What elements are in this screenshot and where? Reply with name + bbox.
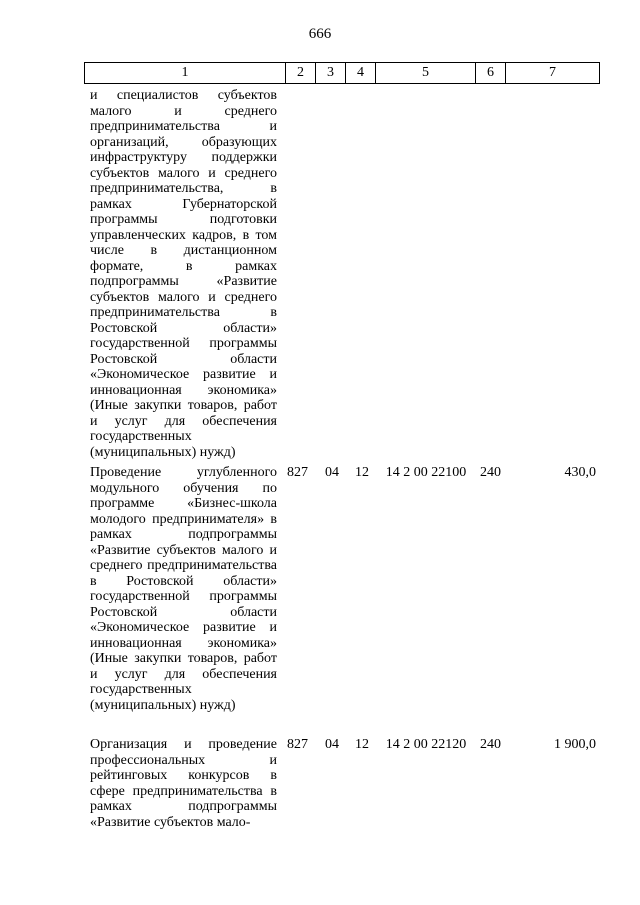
cell-col-7: 1 900,0 (554, 737, 596, 752)
cell-col-5: 14 2 00 22120 (385, 737, 467, 752)
table-header (84, 62, 600, 84)
column-header-3: 3 (315, 63, 345, 83)
page-number: 666 (308, 26, 332, 42)
cell-col-2: 827 (287, 465, 308, 480)
column-header-6: 6 (475, 63, 505, 83)
table-row-description: и специалистов субъектов малого и среднего предпринимательства и организаций, образующих инфраструктуру поддержки субъектов малого и среднего предпринимательства, в рамках Губернаторской программы подготовки управленческих кадров, в том числе в дистанционном формате, в рамках подпрограммы «Развитие субъектов малого и среднего предпринимательства в Ростовской области» государственной программы Ростовской области «Экономическое развитие и инновационная экономика» (Иные закупки товаров, работ и услуг для обеспечения государственных (муниципальных) нужд) (90, 88, 277, 460)
column-header-2: 2 (285, 63, 315, 83)
column-header-5: 5 (375, 63, 475, 83)
table-row-description: Проведение углубленного модульного обучения по программе «Бизнес-школа молодого предпринимателя» в рамках подпрограммы «Развитие субъектов малого и среднего предпринимательства в Ростовской области» государственной программы Ростовской области «Экономическое развитие и инновационная экономика» (Иные закупки товаров, работ и услуг для обеспечения государственных (муниципальных) нужд) (90, 465, 277, 713)
cell-col-3: 04 (325, 737, 339, 752)
cell-col-4: 12 (355, 465, 369, 480)
cell-col-2: 827 (287, 737, 308, 752)
column-header-4: 4 (345, 63, 375, 83)
column-header-1: 1 (181, 65, 189, 80)
cell-col-6: 240 (480, 737, 501, 752)
cell-col-6: 240 (480, 465, 501, 480)
cell-col-4: 12 (355, 737, 369, 752)
table-row-description: Организация и проведение профессиональных и рейтинговых конкурсов в сфере предпринимательства в рамках подпрограммы «Развитие субъектов мало- (90, 737, 277, 830)
cell-col-5: 14 2 00 22100 (385, 465, 467, 480)
cell-col-3: 04 (325, 465, 339, 480)
cell-col-7: 430,0 (564, 465, 596, 480)
column-header-7: 7 (505, 63, 599, 83)
